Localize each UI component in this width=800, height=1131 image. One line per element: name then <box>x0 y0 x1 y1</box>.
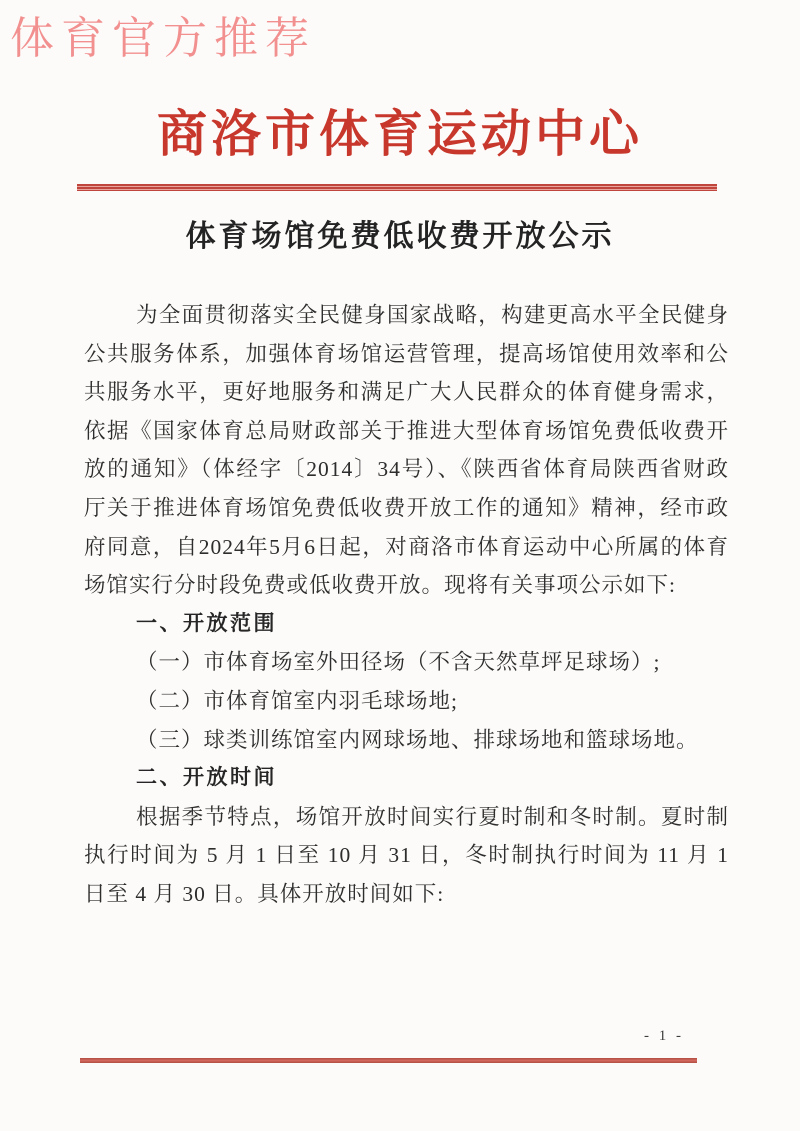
section2-line-3: 日至 4 月 30 日。具体开放时间如下: <box>84 881 445 906</box>
intro-line-5: 放的通知》（体经字〔2014〕34号）、《陕西省体育局陕西省财政 <box>84 457 729 482</box>
intro-line-6: 厅关于推进体育场馆免费低收费开放工作的通知》精神，经市政 <box>84 495 729 520</box>
section1-item-2: （二）市体育馆室内羽毛球场地; <box>136 688 458 713</box>
section1-item-3: （三）球类训练馆室内网球场地、排球场地和篮球场地。 <box>136 727 699 752</box>
intro-line-2: 公共服务体系，加强体育场馆运营管理，提高场馆使用效率和公 <box>84 341 729 366</box>
section2-heading: 二、开放时间 <box>136 766 277 790</box>
page-number: - 1 - <box>644 1028 684 1044</box>
intro-line-7: 府同意，自2024年5月6日起，对商洛市体育运动中心所属的体育 <box>84 534 729 559</box>
intro-line-8: 场馆实行分时段免费或低收费开放。现将有关事项公示如下: <box>84 573 676 598</box>
letterhead-org-name: 商洛市体育运动中心 <box>157 106 643 162</box>
section1-item-1: （一）市体育场室外田径场（不含天然草坪足球场）; <box>136 650 661 675</box>
footer-divider-rule <box>80 1058 697 1063</box>
document-body <box>84 296 729 914</box>
intro-line-4: 依据《国家体育总局财政部关于推进大型体育场馆免费低收费开 <box>84 418 729 443</box>
section2-line-1: 根据季节特点，场馆开放时间实行夏时制和冬时制。夏时制 <box>136 804 729 829</box>
section2-line-2: 执行时间为 5 月 1 日至 10 月 31 日，冬时制执行时间为 11 月 1 <box>84 843 729 868</box>
intro-line-1: 为全面贯彻落实全民健身国家战略，构建更高水平全民健身 <box>136 303 729 327</box>
intro-line-3: 共服务水平，更好地服务和满足广大人民群众的体育健身需求， <box>84 380 729 405</box>
letterhead-divider-rule <box>77 184 717 191</box>
watermark-text: 体育官方推荐 <box>10 14 316 63</box>
section1-heading: 一、开放范围 <box>136 611 277 635</box>
document-title: 体育场馆免费低收费开放公示 <box>185 220 615 253</box>
